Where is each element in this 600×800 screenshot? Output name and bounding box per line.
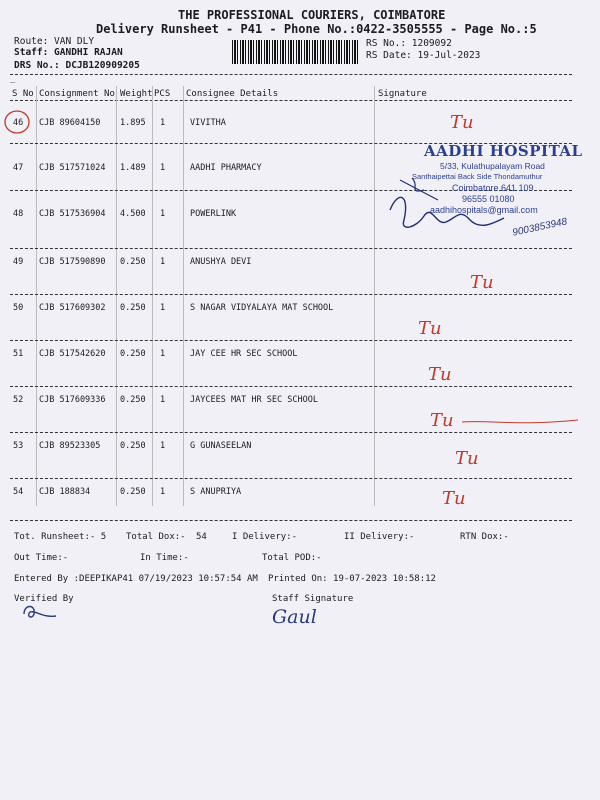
staff-signature-label: Staff Signature: [272, 594, 354, 604]
i-delivery: I Delivery:-: [232, 532, 298, 542]
total-dox-label: Total Dox:-: [126, 532, 186, 542]
staff-signature: Gaul: [272, 606, 317, 628]
signature-mark: Tu: [455, 448, 479, 469]
signature-mark: Tu: [470, 272, 494, 293]
verified-by: Verified By: [14, 594, 74, 604]
rs-number: RS No.: 1209092: [366, 38, 452, 49]
printed-on: Printed On: 19-07-2023 10:58:12: [268, 574, 436, 584]
drs-number: DRS No.: DCJB120909205: [14, 60, 140, 71]
col-weight: Weight: [120, 89, 153, 99]
ii-delivery: II Delivery:-: [344, 532, 415, 542]
barcode: [232, 40, 360, 64]
handwritten-signature: [380, 160, 520, 250]
entered-by: Entered By :DEEPIKAP41 07/19/2023 10:57:54 AM: [14, 574, 258, 584]
col-consignee: Consignee Details: [186, 89, 279, 99]
divider: [10, 74, 572, 75]
in-time: In Time:-: [140, 553, 189, 563]
col-pcs: PCS: [154, 89, 171, 99]
runsheet-title: Delivery Runsheet - P41 - Phone No.:0422-3505555 - Page No.:5: [96, 22, 537, 36]
signature-mark: Tu: [430, 410, 454, 431]
route: Route: VAN DLY: [14, 36, 95, 47]
out-time: Out Time:-: [14, 553, 69, 563]
rtn-dox: RTN Dox:-: [460, 532, 509, 542]
company-name: THE PROFESSIONAL COURIERS, COIMBATORE: [178, 8, 446, 22]
total-dox-value: 54: [196, 532, 207, 542]
col-signature: Signature: [378, 89, 427, 99]
signature-mark: Tu: [428, 364, 452, 385]
tot-runsheet: Tot. Runsheet:- 5: [14, 532, 107, 542]
verifier-signature: [20, 600, 60, 624]
hand-circle: [2, 108, 32, 136]
total-pod: Total POD:-: [262, 553, 322, 563]
signature-mark: Tu: [450, 112, 474, 133]
rs-date: RS Date: 19-Jul-2023: [366, 50, 481, 61]
col-sno: S No: [12, 89, 34, 99]
signature-mark: Tu: [442, 488, 466, 509]
handwritten-phone: 9003853948: [511, 216, 569, 239]
signature-mark: Tu: [418, 318, 442, 339]
staff: Staff: GANDHI RAJAN: [14, 47, 123, 58]
scribble-line: [460, 412, 580, 432]
col-consignment: Consignment No: [39, 89, 115, 99]
